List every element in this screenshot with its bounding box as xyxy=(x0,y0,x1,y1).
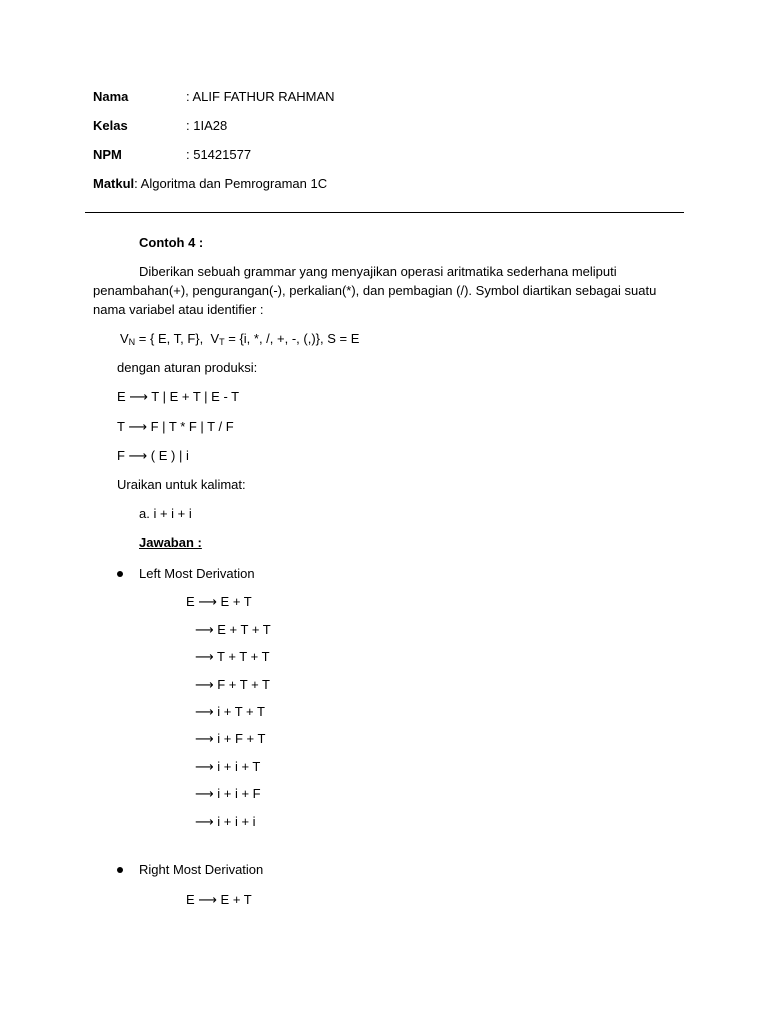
vn-sub: N xyxy=(128,337,136,347)
right-most-title: Right Most Derivation xyxy=(139,862,264,877)
npm-label: NPM xyxy=(93,147,122,162)
vt-base: V xyxy=(210,331,220,346)
derivation-step: ⟶ i + F + T xyxy=(195,731,266,746)
derivation-step: E ⟶ E + T xyxy=(186,594,252,609)
vt-rest: = {i, *, /, +, -, (,)}, S = E xyxy=(224,331,360,346)
derivation-step: E ⟶ E + T xyxy=(186,892,252,907)
sentence: a. i + i + i xyxy=(139,506,192,521)
header-divider xyxy=(85,212,684,213)
derivation-step: ⟶ E + T + T xyxy=(195,622,271,637)
vn-rest: = { E, T, F}, xyxy=(135,331,204,346)
paragraph-text: Diberikan sebuah grammar yang menyajikan operasi aritmatika sederhana meliputi penambahan(+), pengurangan(-), perkalian(*), dan pembagian (/). Symbol diartikan sebagai suatu nama variabel atau identifier : xyxy=(93,264,657,317)
matkul-value: : Algoritma dan Pemrograman 1C xyxy=(134,176,328,191)
npm-value: : 51421577 xyxy=(186,147,252,162)
bullet-icon xyxy=(117,867,123,873)
nama-value: : ALIF FATHUR RAHMAN xyxy=(186,89,335,104)
bullet-icon xyxy=(117,571,123,577)
example-paragraph xyxy=(93,262,673,319)
matkul-line xyxy=(93,176,327,192)
vn-base: V xyxy=(120,331,129,346)
derivation-step: ⟶ F + T + T xyxy=(195,677,270,692)
production-rule: T ⟶ F | T * F | T / F xyxy=(117,419,234,434)
derivation-step: ⟶ i + i + i xyxy=(195,814,256,829)
matkul-label: Matkul xyxy=(93,176,135,191)
answer-label: Jawaban : xyxy=(139,535,202,550)
derivation-step: ⟶ i + T + T xyxy=(195,704,265,719)
production-rule: E ⟶ T | E + T | E - T xyxy=(117,389,240,404)
kelas-value: : 1IA28 xyxy=(186,118,228,133)
example-title: Contoh 4 : xyxy=(139,235,204,250)
left-most-title: Left Most Derivation xyxy=(139,566,255,581)
symbol-sets xyxy=(120,331,359,347)
derivation-step: ⟶ i + i + F xyxy=(195,786,261,801)
derivation-step: ⟶ i + i + T xyxy=(195,759,261,774)
rules-intro: dengan aturan produksi: xyxy=(117,360,258,375)
derivation-step: ⟶ T + T + T xyxy=(195,649,270,664)
production-rule: F ⟶ ( E ) | i xyxy=(117,448,189,463)
nama-label: Nama xyxy=(93,89,129,104)
kelas-label: Kelas xyxy=(93,118,128,133)
vt-sub: T xyxy=(219,337,225,347)
sentence-intro: Uraikan untuk kalimat: xyxy=(117,477,246,492)
